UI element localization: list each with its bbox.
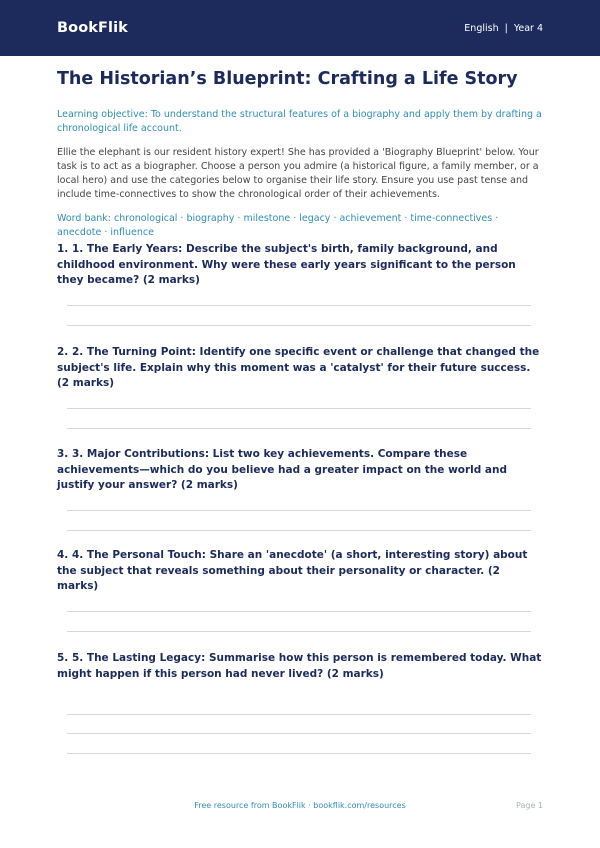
answer-line[interactable] — [67, 325, 531, 326]
task-instructions: Ellie the elephant is our resident history expert! She has provided a 'Biography Blueprint' below. Your task is to act as a biographer. Choose a person you admire (a historical figure, a family member, or a local hero) and use the categories below to organise their life story. Ensure you use past tense and include time-connectives to show the chronological order of their achievements. — [57, 147, 539, 200]
footer-resource-link[interactable]: Free resource from BookFlik · bookflik.com/resources — [194, 801, 406, 810]
brand-logo-text: BookFlik — [57, 20, 128, 36]
word-bank: Word bank: chronological · biography · milestone · legacy · achievement · time-connectives · anecdote · influence — [57, 213, 499, 238]
question-2: 2. 2. The Turning Point: Identify one specific event or challenge that changed the subject's life. Explain why this moment was a 'catalyst' for their future success. (2 marks) — [57, 346, 540, 389]
year-label: Year 4 — [513, 22, 543, 34]
question-5: 5. 5. The Lasting Legacy: Summarise how this person is remembered today. What might happen if this person had never lived? (2 marks) — [57, 652, 542, 680]
worksheet-intro — [0, 68, 600, 240]
answer-line[interactable] — [67, 510, 531, 511]
question-1: 1. 1. The Early Years: Describe the subject's birth, family background, and childhood environment. Why were these early years significant to the person they became? (2 marks) — [57, 243, 516, 286]
answer-line[interactable] — [67, 408, 531, 409]
answer-line[interactable] — [67, 611, 531, 612]
page-number: Page 1 — [516, 801, 543, 810]
answer-line[interactable] — [67, 530, 531, 531]
answer-line[interactable] — [67, 753, 531, 754]
subject-separator: | — [504, 22, 508, 34]
learning-objective: Learning objective: To understand the structural features of a biography and apply them by drafting a chronological life account. — [57, 109, 542, 134]
question-3: 3. 3. Major Contributions: List two key achievements. Compare these achievements—which do you believe had a greater impact on the world and justify your answer? (2 marks) — [57, 448, 508, 491]
answer-line[interactable] — [67, 714, 531, 715]
worksheet-title: The Historian’s Blueprint: Crafting a Life Story — [57, 69, 518, 89]
subject-year-label — [464, 23, 543, 34]
answer-line[interactable] — [67, 428, 531, 429]
answer-line[interactable] — [67, 305, 531, 306]
answer-line[interactable] — [67, 631, 531, 632]
subject-label: English — [464, 22, 499, 34]
answer-line[interactable] — [67, 733, 531, 734]
question-4: 4. 4. The Personal Touch: Share an 'anecdote' (a short, interesting story) about the subject that reveals something about their personality or character. (2 marks) — [57, 549, 528, 592]
page-header — [0, 0, 600, 56]
